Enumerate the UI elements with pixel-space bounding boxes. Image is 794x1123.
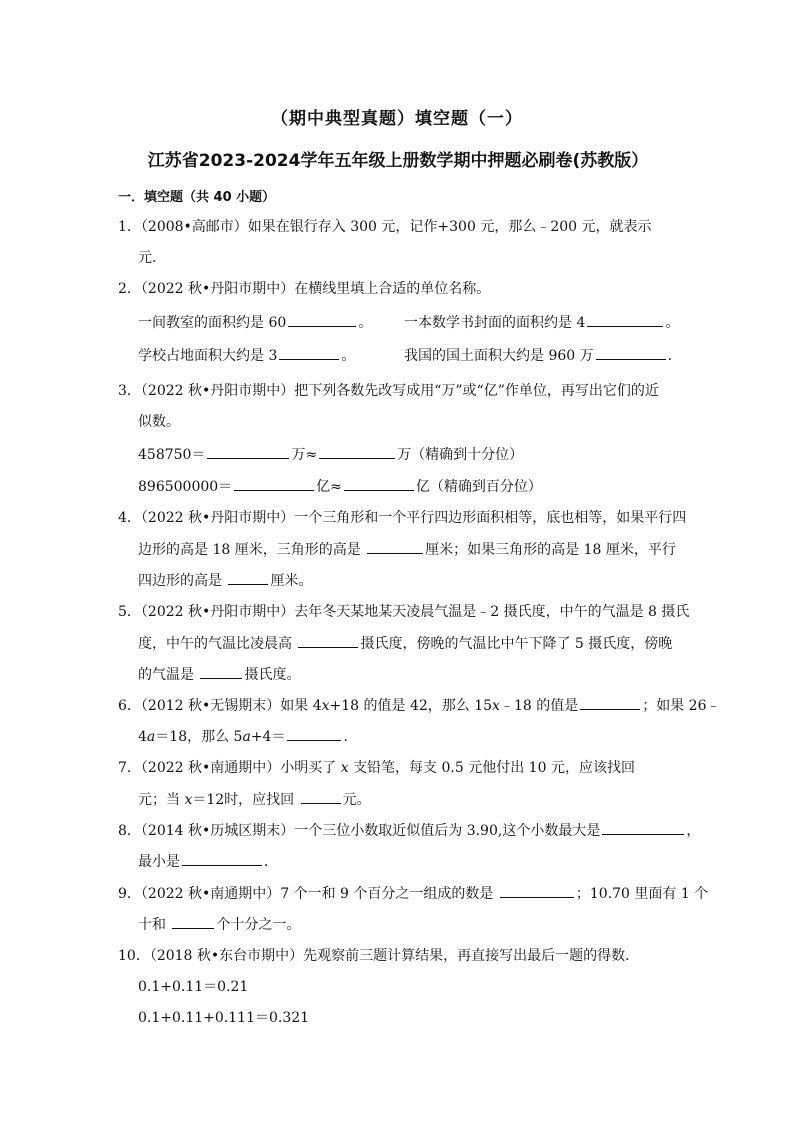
question-8-line-1: 8．（2014 秋•历城区期末）一个三位小数取近似值后为 3.90,这个小数最大是 ，: [118, 820, 700, 841]
answer-blank[interactable]: [602, 820, 684, 835]
question-5-line-3: 的气温是 摄氏度。: [138, 664, 300, 685]
answer-blank[interactable]: [200, 664, 242, 679]
question-4-line-2: 边形的高是 18 厘米，三角形的高是 厘米；如果三角形的高是 18 厘米，平行: [138, 539, 676, 560]
question-6-line-1: 6．（2012 秋•无锡期末）如果 4x+18 的值是 42，那么 15x﹣18 的值是 ；如果 26﹣: [118, 695, 720, 716]
question-2-line-1: 2．（2022 秋•丹阳市期中）在横线里填上合适的单位名称。: [118, 281, 491, 297]
question-4-line-3: 四边形的高是 厘米。: [138, 570, 312, 591]
question-10-equation-2: 0.1+0.11+0.111＝0.321: [138, 1010, 310, 1026]
question-3-line-2: 似数。: [138, 414, 180, 430]
answer-blank[interactable]: [228, 570, 268, 585]
question-7-line-1: 7．（2022 秋•南通期中）小明买了 x 支铅笔，每支 0.5 元他付出 10 元，应该找回: [118, 760, 635, 776]
question-9-line-2: 十和 个十分之一。: [138, 914, 300, 935]
question-2-row-2b: 我国的国土面积大约是 960 万 .: [404, 345, 672, 366]
answer-blank[interactable]: [279, 345, 339, 360]
question-3-line-1: 3．（2022 秋•丹阳市期中）把下列各数先改写成用“万”或“亿”作单位，再写出它们的近: [118, 383, 659, 399]
question-7-line-2: 元；当 x＝12时，应找回 元。: [138, 789, 371, 810]
answer-blank[interactable]: [172, 914, 214, 929]
answer-blank[interactable]: [344, 476, 414, 491]
question-5-line-2: 度，中午的气温比凌晨高 摄氏度，傍晚的气温比中午下降了 5 摄氏度，傍晚: [138, 633, 672, 654]
answer-blank[interactable]: [298, 633, 358, 648]
answer-blank[interactable]: [301, 789, 341, 804]
answer-blank[interactable]: [287, 726, 341, 741]
question-6-line-2: 4a＝18，那么 5a+4＝ ．: [138, 726, 357, 747]
answer-blank[interactable]: [500, 883, 574, 898]
question-2-row-2a: 学校占地面积大约是 3 。: [138, 345, 355, 366]
question-9-line-1: 9．（2022 秋•南通期中）7 个一和 9 个百分之一组成的数是 ；10.70 里面有 1 个: [118, 883, 708, 904]
answer-blank[interactable]: [580, 695, 640, 710]
question-1-line-2: 元．: [138, 250, 166, 266]
question-10-equation-1: 0.1+0.11＝0.21: [138, 979, 249, 995]
answer-blank[interactable]: [234, 476, 314, 491]
question-8-line-2: 最小是 ．: [138, 851, 278, 872]
question-3-row-1: 458750＝ 万≈ 万（精确到十分位）: [138, 444, 523, 465]
answer-blank[interactable]: [288, 312, 356, 327]
answer-blank[interactable]: [596, 345, 666, 360]
question-2-row-1b: 一本数学书封面的面积约是 4 。: [404, 312, 679, 333]
question-4-line-1: 4．（2022 秋•丹阳市期中）一个三角形和一个平行四边形面积相等，底也相等，如果平行四: [118, 510, 687, 526]
question-10-line-1: 10．（2018 秋•东台市期中）先观察前三题计算结果，再直接写出最后一题的得数．: [118, 948, 640, 964]
question-3-row-2: 896500000＝ 亿≈ 亿（精确到百分位）: [138, 476, 542, 497]
question-1-line-1: 1．（2008•高邮市）如果在银行存入 300 元，记作+300 元，那么﹣200 元，就表示: [118, 219, 652, 235]
answer-blank[interactable]: [319, 444, 395, 459]
question-2-row-1a: 一间教室的面积约是 60 。: [138, 312, 372, 333]
answer-blank[interactable]: [207, 444, 289, 459]
section-heading: 一．填空题（共 40 小题）: [118, 190, 276, 205]
answer-blank[interactable]: [587, 312, 663, 327]
document-subtitle: 江苏省2023-2024学年五年级上册数学期中押题必刷卷(苏教版）: [147, 151, 649, 171]
document-title: （期中典型真题）填空题（一）: [271, 109, 523, 129]
question-5-line-1: 5．（2022 秋•丹阳市期中）去年冬天某地某天凌晨气温是﹣2 摄氏度，中午的气温是 8 摄氏: [118, 604, 690, 620]
answer-blank[interactable]: [182, 851, 262, 866]
answer-blank[interactable]: [367, 539, 423, 554]
